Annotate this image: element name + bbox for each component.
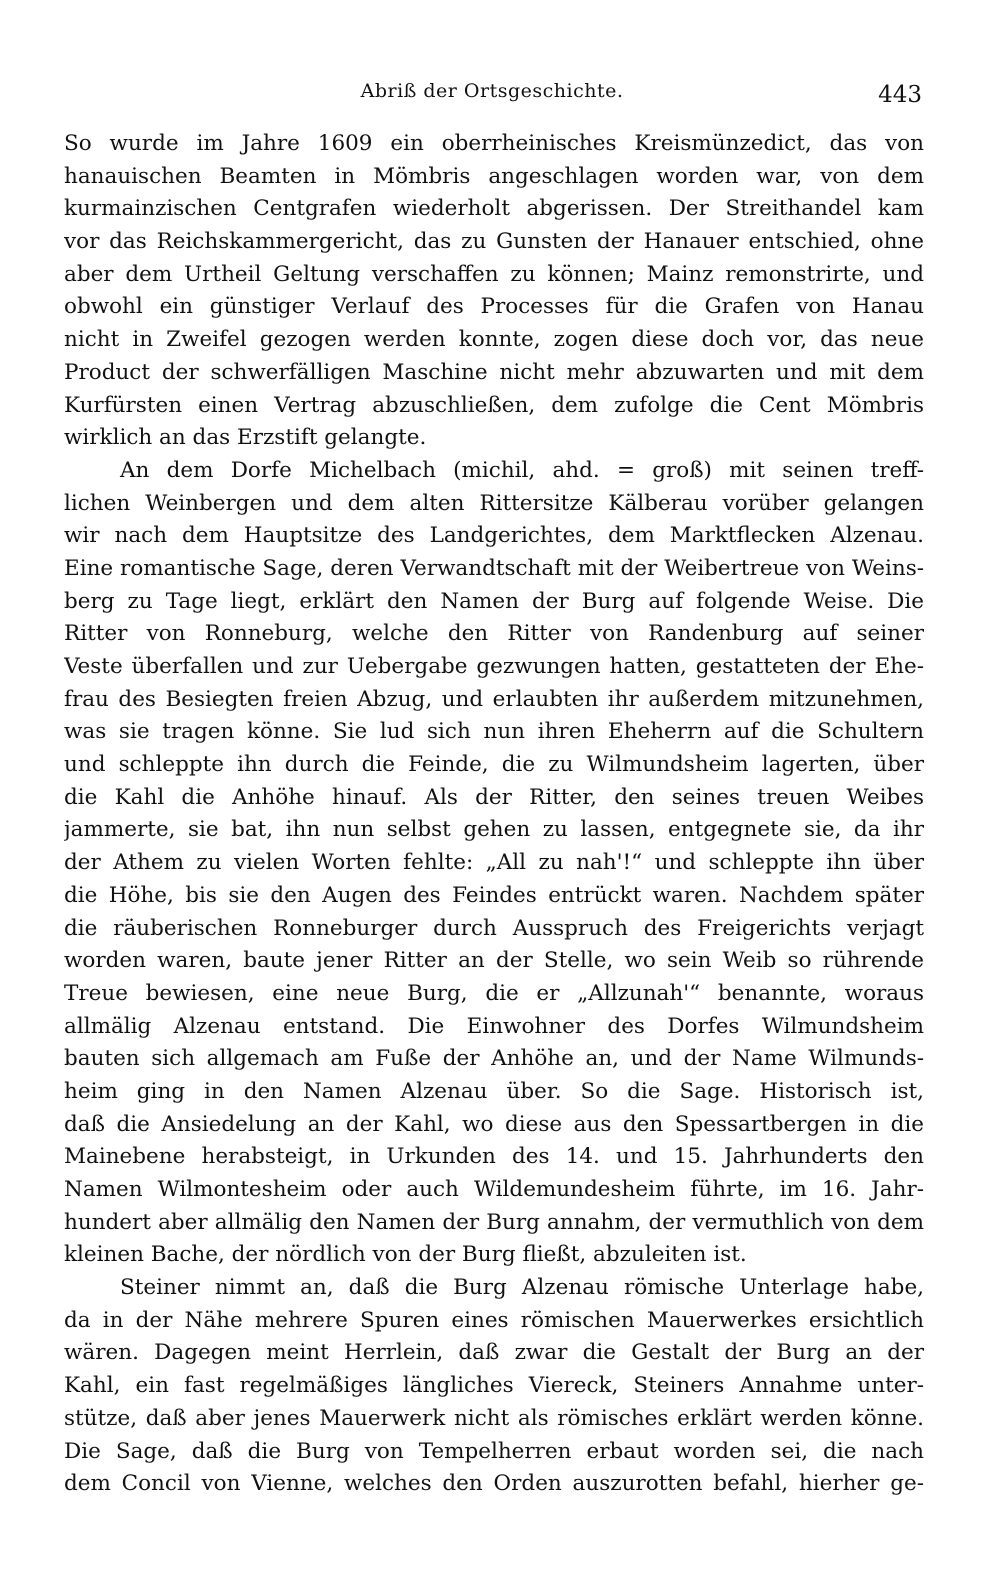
page-number: 443 xyxy=(878,82,922,108)
text-line: frau des Besiegten freien Abzug, und erlaubten ihr außerdem mitzunehmen, xyxy=(64,686,924,712)
text-line: kleinen Bache, der nördlich von der Burg fließt, abzuleiten ist. xyxy=(64,1242,747,1268)
text-line: jammerte, sie bat, ihn nun selbst gehen zu lassen, entgegnete sie, da ihr xyxy=(64,817,924,843)
text-line: So wurde im Jahre 1609 ein oberrheinisches Kreismünzedict, das von xyxy=(64,131,924,156)
text-line: die Kahl die Anhöhe hinauf. Als der Ritter, den seines treuen Weibes xyxy=(64,784,924,810)
text-line: Veste überfallen und zur Uebergabe gezwungen hatten, gestatteten der Ehe- xyxy=(64,654,924,679)
text-line: hanauischen Beamten in Mömbris angeschlagen worden war, von dem xyxy=(64,163,924,189)
text-line: berg zu Tage liegt, erklärt den Namen der Burg auf folgende Weise. Die xyxy=(64,588,924,614)
text-line: dem Concil von Vienne, welches den Orden auszurotten befahl, hierher ge- xyxy=(64,1471,924,1497)
text-line: An dem Dorfe Michelbach (michil, ahd. = groß) mit seinen treff- xyxy=(120,457,924,483)
text-line: Namen Wilmontesheim oder auch Wildemundesheim führte, im 16. Jahr- xyxy=(64,1177,924,1202)
text-line: worden waren, baute jener Ritter an der Stelle, wo sein Weib so rührende xyxy=(64,948,924,974)
text-line: Die Sage, daß die Burg von Tempelherren erbaut worden sei, die nach xyxy=(64,1438,924,1464)
text-line: Kurfürsten einen Vertrag abzuschließen, dem zufolge die Cent Mömbris xyxy=(64,392,924,418)
text-line: die räuberischen Ronneburger durch Ausspruch des Freigerichts verjagt xyxy=(64,915,924,941)
running-title: Abriß der Ortsgeschichte. xyxy=(360,80,624,102)
text-line: Kahl, ein fast regelmäßiges längliches Viereck, Steiners Annahme unter- xyxy=(64,1373,924,1399)
text-line: kurmainzischen Centgrafen wiederholt abgerissen. Der Streithandel kam xyxy=(64,196,924,222)
text-line: Steiner nimmt an, daß die Burg Alzenau römische Unterlage habe, xyxy=(120,1275,924,1301)
text-line: da in der Nähe mehrere Spuren eines römischen Mauerwerkes ersichtlich xyxy=(64,1307,924,1333)
page-header xyxy=(62,80,922,112)
text-line: Eine romantische Sage, deren Verwandtschaft mit der Weibertreue von Weins- xyxy=(64,555,924,581)
text-line: vor das Reichskammergericht, das zu Gunsten der Hanauer entschied, ohne xyxy=(64,229,924,255)
text-line: der Athem zu vielen Worten fehlte: „All zu nah'!“ und schleppte ihn über xyxy=(64,850,924,876)
text-line: Product der schwerfälligen Maschine nicht mehr abzuwarten und mit dem xyxy=(64,359,924,385)
text-line: hundert aber allmälig den Namen der Burg annahm, der vermuthlich von dem xyxy=(64,1209,924,1235)
text-line: heim ging in den Namen Alzenau über. So die Sage. Historisch ist, xyxy=(64,1078,924,1104)
text-line: nicht in Zweifel gezogen werden konnte, zogen diese doch vor, das neue xyxy=(64,327,924,353)
text-line: obwohl ein günstiger Verlauf des Processes für die Grafen von Hanau xyxy=(64,294,924,320)
text-line: aber dem Urtheil Geltung verschaffen zu können; Mainz remonstrirte, und xyxy=(64,261,924,287)
text-line: allmälig Alzenau entstand. Die Einwohner des Dorfes Wilmundsheim xyxy=(64,1013,924,1039)
text-line: stütze, daß aber jenes Mauerwerk nicht als römisches erklärt werden könne. xyxy=(64,1405,924,1431)
text-line: was sie tragen könne. Sie lud sich nun ihren Eheherrn auf die Schultern xyxy=(64,719,924,745)
text-line: wir nach dem Hauptsitze des Landgerichtes, dem Marktflecken Alzenau. xyxy=(64,523,924,549)
text-line: Ritter von Ronneburg, welche den Ritter von Randenburg auf seiner xyxy=(64,621,924,647)
text-line: wirklich an das Erzstift gelangte. xyxy=(64,425,427,451)
text-line: und schleppte ihn durch die Feinde, die zu Wilmundsheim lagerten, über xyxy=(64,752,924,778)
text-line: Mainebene herabsteigt, in Urkunden des 14. und 15. Jahrhunderts den xyxy=(64,1144,924,1170)
text-line: Treue bewiesen, eine neue Burg, die er „Allzunah'“ benannte, woraus xyxy=(64,980,924,1006)
body-text xyxy=(64,128,924,1501)
text-line: lichen Weinbergen und dem alten Rittersitze Kälberau vorüber gelangen xyxy=(64,490,924,516)
text-line: wären. Dagegen meint Herrlein, daß zwar die Gestalt der Burg an der xyxy=(64,1340,924,1366)
text-line: bauten sich allgemach am Fuße der Anhöhe an, und der Name Wilmunds- xyxy=(64,1046,924,1072)
text-line: daß die Ansiedelung an der Kahl, wo diese aus den Spessartbergen in die xyxy=(64,1111,924,1137)
text-line: die Höhe, bis sie den Augen des Feindes entrückt waren. Nachdem später xyxy=(64,882,924,908)
